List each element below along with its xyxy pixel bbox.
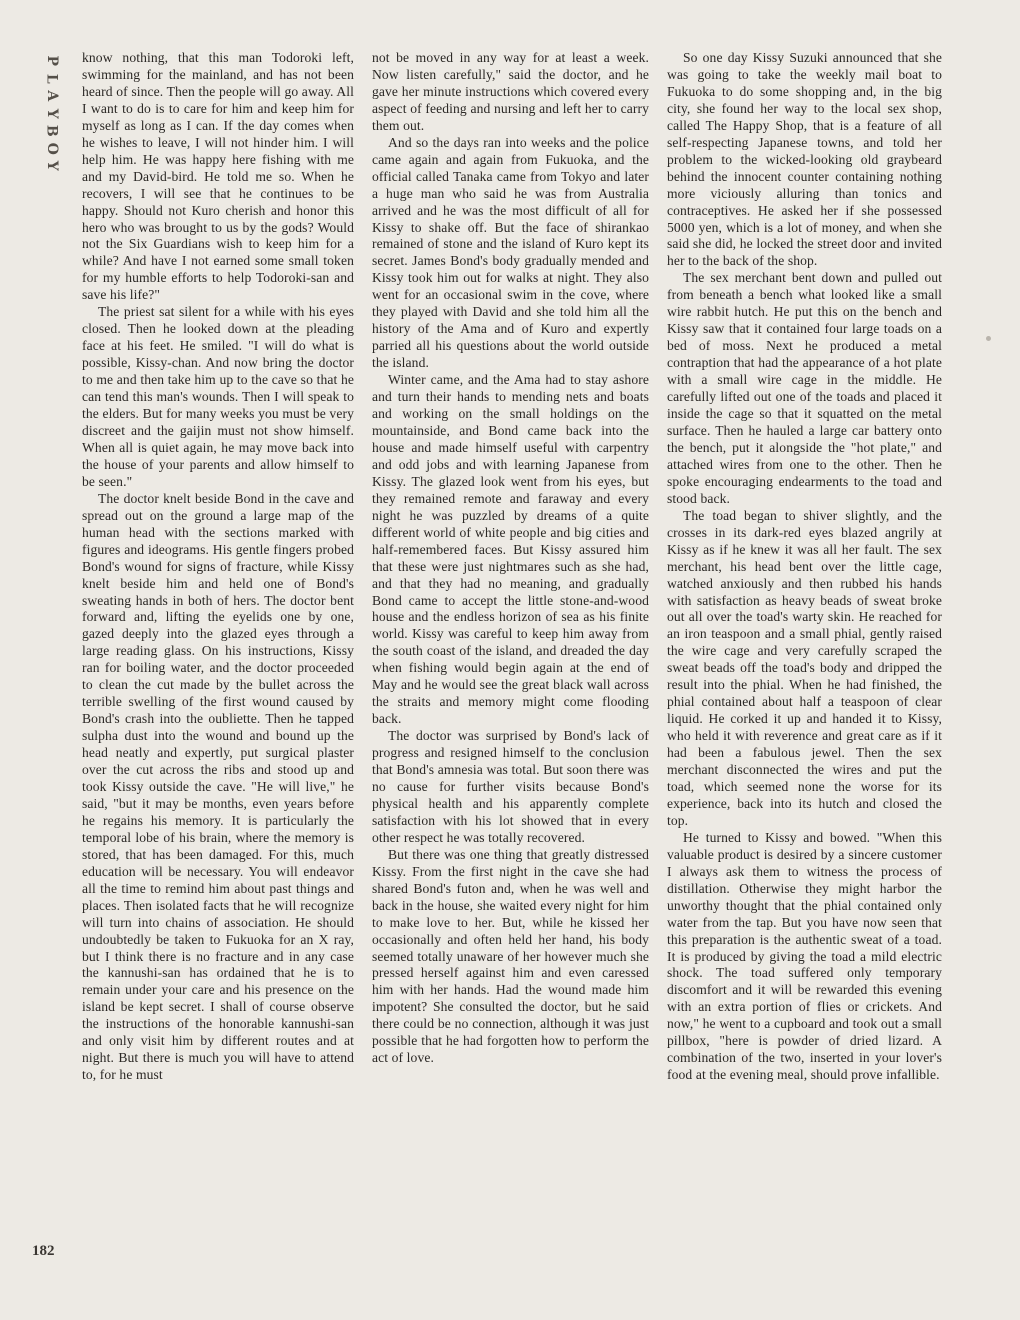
- text-column-3: [667, 50, 942, 1262]
- paragraph: He turned to Kissy and bowed. "When this valuable product is desired by a sincere customer I always ask them to witness the process of distillation. Otherwise they might harbor the unworthy thought that the phial contained only water from the tap. But you have now seen that this preparation is the authentic sweat of a toad. It is produced by giving the toad a mild electric shock. The toad suffered only temporary discomfort and it will be rewarded this evening with an extra portion of flies or crickets. And now," he went to a cupboard and took out a small pillbox, "here is powder of dried lizard. A combination of the two, inserted in your lover's food at the evening meal, should prove infallible.: [667, 829, 942, 1083]
- print-speck: [986, 336, 991, 341]
- paragraph: The priest sat silent for a while with his eyes closed. Then he looked down at the pleading face at his feet. He smiled. "I will do what is possible, Kissy-chan. And now bring the doctor to me and then take him up to the cave so that he can tend this man's wounds. Then I will speak to the elders. But for many weeks you must be very discreet and the gaijin must not show himself. When all is quiet again, he may move back into the house of your parents and allow himself to be seen.": [82, 304, 354, 489]
- paragraph: And so the days ran into weeks and the police came again and again from Fukuoka, and the official called Tanaka came from Tokyo and later a huge man who said he was from Australia arrived and he was the most difficult of all for Kissy to shake off. But the face of shirankao remained of stone and the island of Kuro kept its secret. James Bond's body gradually mended and Kissy took him out for walks at night. They also went for an occasional swim in the cove, where they played with David and she told him all the history of the Ama and of Kuro and expertly parried all his questions about the world outside the island.: [372, 134, 649, 371]
- masthead-letter: O: [43, 142, 60, 155]
- text-column-2: [372, 50, 649, 1262]
- paragraph: The sex merchant bent down and pulled out from beneath a bench what looked like a small wire rabbit hutch. He put this on the bench and Kissy saw that it contained four large toads on a bed of moss. Next he produced a metal contraption that had the appearance of a hot plate with a small wire cage in the middle. He carefully lifted out one of the toads and placed it inside the cage so that it squatted on the metal surface. Then he hauled a large car battery onto the bench, put it alongside the "hot plate," and attached wires from one to the other. Then he spoke encouraging endearments to the toad and stood back.: [667, 270, 942, 506]
- masthead-letter: L: [43, 73, 60, 84]
- page-number: 182: [32, 1243, 55, 1259]
- masthead-letter: Y: [43, 108, 60, 119]
- paragraph: The doctor was surprised by Bond's lack of progress and resigned himself to the conclusion that Bond's amnesia was total. But soon there was no cause for further visits because Bond's physical health and his apparently complete satisfaction with his lot showed that in every other respect he was totally recovered.: [372, 728, 649, 845]
- masthead-letter: B: [43, 124, 60, 137]
- paragraph: So one day Kissy Suzuki announced that she was going to take the weekly mail boat to Fukuoka to do some shopping and, in the big city, she found her way to the local sex shop, called The Happy Shop, that is a feature of all self-respecting Japanese towns, and told her problem to the wicked-looking old graybeard behind the innocent counter containing nothing more viciously alluring than tonics and contraceptives. He asked her if she possessed 5000 yen, which is a lot of money, and when she said she did, he locked the street door and invited her to the back of the shop.: [667, 50, 942, 269]
- paragraph: know nothing, that this man Todoroki left, swimming for the mainland, and has not been heard of since. Then the people will go away. All I want to do is to care for him and keep him for myself as long as I can. If the day comes when he wishes to leave, I will not hinder him. I will help him. He was happy here fishing with me and my David-bird. He told me so. When he recovers, I will see that he continues to be happy. Should not Kuro cherish and honor this hero who was brought to us by the gods? Would not the Six Guardians wish to keep him for a while? And have I not earned some small token for my humble efforts to help Todoroki-san and save his life?": [82, 50, 354, 303]
- masthead-letter: A: [43, 90, 60, 102]
- paragraph: But there was one thing that greatly distressed Kissy. From the first night in the cave she had shared Bond's futon and, when he was well and back in the house, she waited every night for him to make love to her. But, while he kissed her occasionally and often held her hand, his body seemed totally unaware of her however much she pressed herself against him and even caressed him with her hands. Had the wound made him impotent? She consulted the doctor, but he said there could be no connection, although it was just possible that he had forgotten how to perform the act of love.: [372, 846, 649, 1066]
- playboy-masthead: [38, 52, 64, 175]
- masthead-letter: P: [43, 55, 60, 67]
- masthead-letter: Y: [43, 160, 60, 171]
- paragraph: The toad began to shiver slightly, and the crosses in its dark-red eyes blazed angrily at Kissy as if he knew it was all her fault. The sex merchant, his head bent over the little cage, watched anxiously and then rubbed his hands with satisfaction as heavy beads of sweat broke out all over the toad's warty skin. He reached for an iron teaspoon and a small phial, gently raised the wire cage and very carefully scraped the sweat beads off the toad's body and dripped the result into the phial. When he had finished, the phial contained about half a teaspoon of clear liquid. He corked it up and handed it to Kissy, who held it with reverence and great care as if it had been a fabulous jewel. Then the sex merchant disconnected the wires and put the toad, which seemed none the worse for its experience, back into its hutch and closed the top.: [667, 507, 942, 828]
- text-column-1: [82, 50, 354, 1262]
- paragraph: The doctor knelt beside Bond in the cave and spread out on the ground a large map of the human head with the sections marked with figures and ideograms. His gentle fingers probed Bond's wound for signs of fracture, while Kissy knelt beside him and held one of Bond's sweating hands in both of hers. The doctor bent forward and, lifting the eyelids one by one, gazed deeply into the glazed eyes through a large reading glass. On his instructions, Kissy ran for boiling water, and the doctor proceeded to clean the cut made by the bullet across the terrible swelling of the first wound caused by Bond's crash into the oubliette. Then he tapped sulpha dust into the wound and bound up the head neatly and expertly, put surgical plaster over the cut across the ribs and stood up and took Kissy outside the cave. "He will live," he said, "but it may be months, even years before he regains his memory. It is particularly the temporal lobe of his brain, where the memory is stored, that has been damaged. For this, much education will be necessary. You will endeavor all the time to remind him about past things and places. Then isolated facts that he will recognize will turn into chains of association. He should undoubtedly be taken to Fukuoka for an X ray, but I think there is no fracture and in any case the kannushi-san has ordained that he is to remain under your care and his presence on the island be kept secret. I shall of course observe the instructions of the honorable kannushi-san and only visit him by different routes and at night. But there is much you will have to attend to, for he must: [82, 490, 354, 1083]
- paragraph: Winter came, and the Ama had to stay ashore and turn their hands to mending nets and boats and working on the small holdings on the mountainside, and Bond came back into the house and made himself useful with carpentry and odd jobs and with learning Japanese from Kissy. The glazed look went from his eyes, but they remained remote and faraway and every night he was puzzled by dreams of a quite different world of white people and big cities and half-remembered faces. But Kissy assured him that these were just nightmares such as she had, and that they had no meaning, and gradually Bond came to accept the little stone-and-wood house and the endless horizon of sea as his finite world. Kissy was careful to keep him away from the south coast of the island, and dreaded the day when fishing would begin again at the end of May and he would see the great black wall across the straits and memory might come flooding back.: [372, 372, 649, 727]
- paragraph: not be moved in any way for at least a week. Now listen carefully," said the doctor, and he gave her minute instructions which covered every aspect of feeding and nursing and left her to carry them out.: [372, 50, 649, 133]
